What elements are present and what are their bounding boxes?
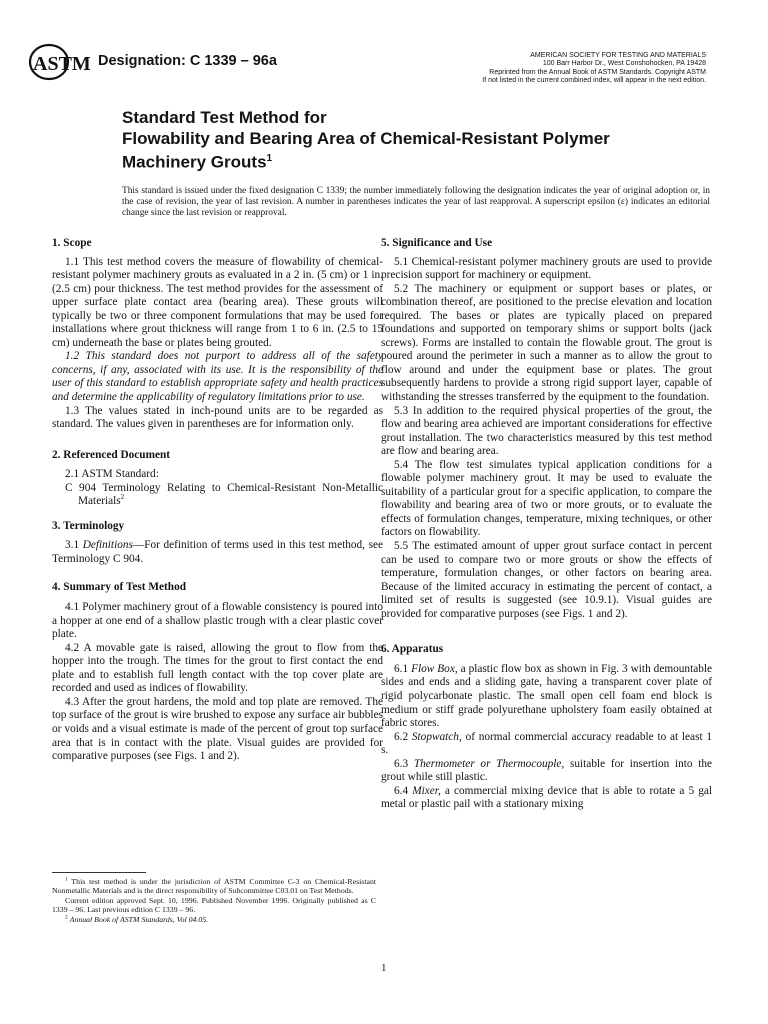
paragraph-6-1: 6.1 Flow Box, a plastic flow box as shown in Fig. 3 with demountable sides and ends and a sliding gate, having a transparent cover plate of rigid polycarbonate plastic. The small open cell foam end block is medium or stiff grade polyurethane upholstery foam easily obtained at fabric stores.	[381, 662, 713, 730]
publisher-line: 100 Barr Harbor Dr., West Conshohocken, PA 19428	[542, 60, 706, 68]
section-heading-scope: 1. Scope	[52, 237, 92, 249]
paragraph-4-3: 4.3 After the grout hardens, the mold and top plate are removed. The top surface of the grout is wire brushed to expose any surface air bubbles or voids and a visual estimate is made of the percent of grout top surface area that is in contact with the plate. Visual guides are provided for comparative purposes (see Figs. 1 and 2).	[52, 695, 383, 763]
paragraph-4-2: 4.2 A movable gate is raised, allowing the grout to flow from the hopper into the trough. The times for the grout to first contact the end plate and to establish full length contact with the top cover plate are recorded and used as indices of flowability.	[52, 641, 383, 695]
publisher-info	[426, 52, 706, 85]
issuance-note: This standard is issued under the fixed designation C 1339; the number immediately following the designation indicates the year of original adoption or, in the case of revision, the year of last revision. A number in parentheses indicates the year of last reapproval. A superscript epsilon (ε) indicates an editorial change since the last revision or reapproval.	[122, 186, 710, 219]
title-line: Standard Test Method for	[122, 108, 327, 127]
section-heading-apparatus: 6. Apparatus	[381, 643, 444, 656]
publisher-line: Reprinted from the Annual Book of ASTM Standards. Copyright ASTM	[489, 68, 706, 76]
footnote-1-edition: Current edition approved Sept. 10, 1996. Published November 1996. Originally published as C 1339 – 96. Last previous edition C 1339 – 96.	[52, 895, 376, 915]
paragraph-5-3: 5.3 In addition to the required physical properties of the grout, the flow and bearing area achieved are important considerations for effective grout installation. The two characteristics measured by this test method are flow and bearing area.	[381, 404, 712, 458]
section-heading-significance: 5. Significance and Use	[381, 237, 493, 249]
section-heading-terminology: 3. Terminology	[52, 519, 125, 532]
paragraph-6-3: 6.3 Thermometer or Thermocouple, suitable for insertion into the grout while still plastic.	[381, 757, 713, 784]
paragraph-3-1: 3.1 Definitions—For definition of terms used in this test method, see Terminology C 904.	[52, 539, 383, 565]
paragraph-4-1: 4.1 Polymer machinery grout of a flowable consistency is poured into a hopper at one end of a shallow plastic trough with a clear plastic cover plate.	[52, 601, 383, 641]
paragraph-5-5: 5.5 The estimated amount of upper grout surface contact in percent can be used to compare two or more grouts or show the effects of temperature, formulation changes, or other factors on bearing area. Because of the limited accuracy in estimating the percent of contact, a limited set of results is suggested (see 10.9.1). Visual guides are provided for comparative purposes (see Figs. 1 and 2).	[381, 540, 712, 620]
footnotes	[52, 877, 376, 924]
referenced-standard: C 904 Terminology Relating to Chemical-Resistant Non-Metallic Materials$^2$	[65, 481, 383, 508]
title-line: Machinery Grouts$^1$	[122, 152, 273, 172]
paragraph-6-2: 6.2 Stopwatch, of normal commercial accuracy readable to at least 1 s.	[381, 730, 713, 757]
section-heading-referenced: 2. Referenced Document	[52, 448, 171, 461]
paragraph-5-4: 5.4 The flow test simulates typical application conditions for a flowable polymer machinery grout. It may be used to evaluate the suitability of a particular grout for a specific application, to compare the flowability and bearing area of two or more grouts, or to evaluate the effects of formulation changes, temperature, mixing techniques, or other factors on flowability.	[381, 458, 712, 539]
logo-text: ASTM	[33, 53, 91, 75]
title-line: Flowability and Bearing Area of Chemical-Resistant Polymer	[122, 128, 610, 148]
paragraph-2-1: 2.1 ASTM Standard:	[65, 468, 159, 481]
section-heading-summary: 4. Summary of Test Method	[52, 581, 186, 594]
left-column	[52, 237, 383, 764]
paragraph-1-2: 1.2 This standard does not purport to address all of the safety concerns, if any, associated with its use. It is the responsibility of the user of this standard to establish appropriate safety and health practices and determine the applicability of regulatory limitations prior to use.	[52, 350, 383, 404]
paragraph-6-4: 6.4 Mixer, a commercial mixing device that is able to rotate a 5 gal metal or plastic pail with a stationary mixing	[381, 784, 713, 811]
designation: Designation: C 1339 – 96a	[98, 53, 277, 69]
document-title	[122, 108, 610, 173]
paragraph-5-1: 5.1 Chemical-resistant polymer machinery grouts are used to provide precision support for machinery or equipment.	[381, 255, 712, 282]
astm-logo-icon	[29, 43, 91, 81]
footnote-mark: 2	[120, 493, 125, 502]
footnote-2: $^2$ Annual Book of ASTM Standards, Vol 04.05.	[65, 914, 209, 924]
paragraph-1-1: 1.1 This test method covers the measure of flowability of chemical-resistant polymer machinery grouts as evaluated in a 2 in. (5 cm) or 1 in. (2.5 cm) pour thickness. The test method provides for the assessment of upper surface plate contact area (bearing area). These grouts will typically be two or three component formulations that may be used for installations where grout thickness will range from 1 to 6 in. (2.5 to 15 cm) underneath the base or plates being grouted.	[52, 255, 383, 349]
title-footnote-mark: 1	[266, 153, 273, 164]
publisher-line: AMERICAN SOCIETY FOR TESTING AND MATERIALS	[530, 52, 706, 59]
paragraph-5-2: 5.2 The machinery or equipment or support bases or plates, or combination thereof, are positioned to the precise elevation and location required. The bases or plates are typically placed on prepared foundations and supported on temporary shims or support bolts (jack screws). Forms are installed to contain the flowable grout. The grout is poured around the perimeter in such a manner as to allow the grout to flow around and under the equipment base or plates. The grout subsequently hardens to provide a strong rigid support layer, capable of withstanding the stresses transferred by the equipment to the foundation.	[381, 282, 712, 404]
page-number: 1	[381, 962, 387, 974]
right-column	[381, 237, 712, 812]
publisher-line: If not listed in the current combined index, will appear in the next edition.	[482, 76, 706, 84]
paragraph-1-3: 1.3 The values stated in inch-pound units are to be regarded as standard. The values given in parentheses are for information only.	[52, 404, 383, 431]
footnote-1: $^1$ This test method is under the jurisdiction of ASTM Committee C-3 on Chemical-Resistant Nonmetallic Materials and is the direct responsibility of Subcommittee C03.01 on Test Methods.	[52, 876, 377, 896]
footnote-divider	[52, 872, 146, 873]
